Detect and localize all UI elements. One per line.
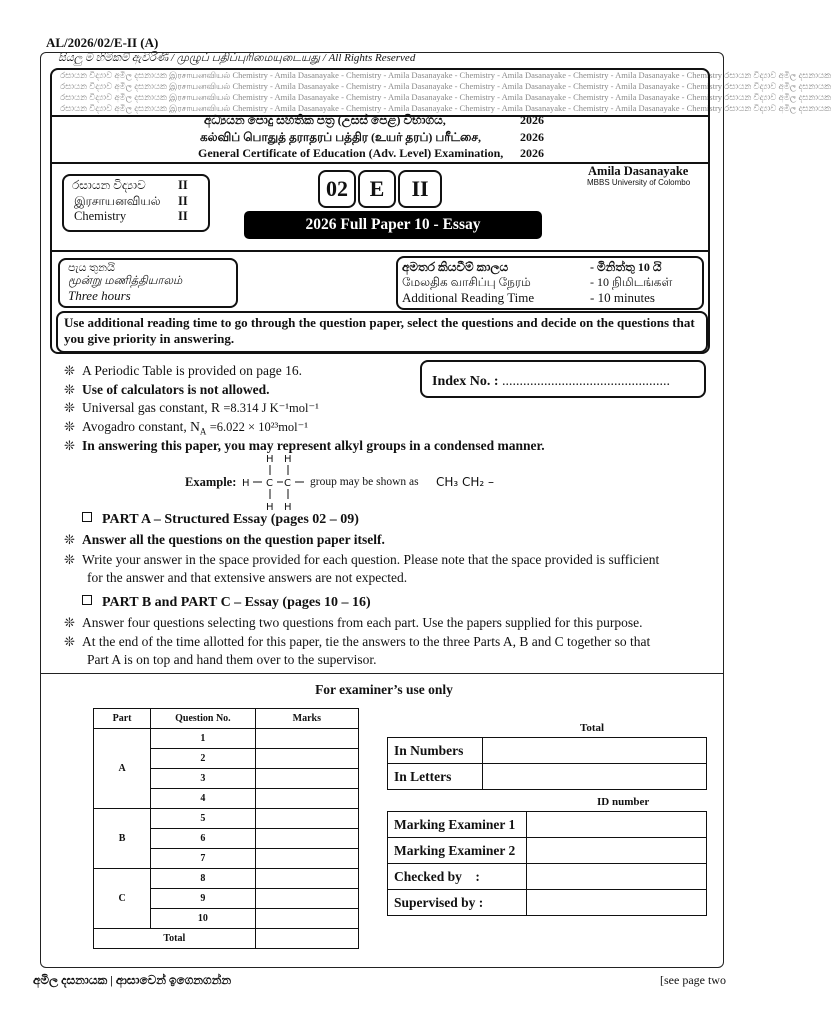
svg-text:C: C <box>266 478 273 489</box>
part-cell: A <box>94 729 151 809</box>
exam-title-english: General Certificate of Education (Adv. Level) Examination, <box>198 146 504 160</box>
question-cell: 1 <box>151 729 256 749</box>
total-row <box>94 929 359 949</box>
bullet-icon: ❊ <box>64 363 75 378</box>
exam-year-3: 2026 <box>520 146 544 160</box>
rights-prefix: සියලු ම හිමිකම් ඇවිරිණි / முழுப் பதிப்புரிமையுடையது / <box>58 52 326 64</box>
checkbox-icon <box>82 512 92 522</box>
table-row <box>388 812 707 838</box>
watermark-row: රසායන විද්‍යාව අමිල දසනායක இரசாயனவியல் Chemistry - Amila Dasanayake - Chemistry - Amila Dasanayake - Chemistry - Amila Dasanayake - Chemistry - Amila Dasanayake - Chemistry රසායන විද්‍යාව අමිල දසනායක <box>60 103 831 113</box>
part-bc-heading: PART B and PART C – Essay (pages 10 – 16) <box>82 595 371 611</box>
bullet-icon: ❊ <box>64 400 75 415</box>
in-numbers-label: In Numbers <box>388 738 483 764</box>
exam-year-1: 2026 <box>520 113 544 127</box>
instruction-gas-constant: ❊ Universal gas constant, R =8.314 J K⁻¹mol⁻¹ <box>64 400 319 415</box>
bullet-icon: ❊ <box>64 532 75 547</box>
footer-right: [see page two <box>660 973 726 987</box>
reading-label-tamil: மேலதிக வாசிப்பு நேரம் <box>402 275 531 289</box>
marks-table <box>93 708 359 949</box>
reading-note: Use additional reading time to go through the question paper, select the questions and decide on the questions that you give priority in answering. <box>56 311 708 353</box>
index-dots[interactable]: ................................................ <box>502 374 671 389</box>
table-row <box>94 729 359 749</box>
part-bc-line-2: ❊ At the end of the time allotted for this paper, tie the answers to the three Parts A, B and C together so that <box>64 634 651 649</box>
svg-text:C: C <box>284 478 291 489</box>
supervised-by-label: Supervised by : <box>388 890 527 916</box>
total-heading: Total <box>580 722 605 734</box>
part-cell: B <box>94 809 151 869</box>
reading-label-sinhala: අමතර කියවීම් කාලය <box>402 260 509 274</box>
index-number-box <box>420 360 706 398</box>
checked-by-field[interactable] <box>527 864 707 890</box>
footer-left: අමිල දසනායක | ආසාවෙන් ඉගෙනගන්න <box>33 973 232 987</box>
marking-examiner-2-field[interactable] <box>527 838 707 864</box>
rights-suffix: All Rights Reserved <box>328 52 416 64</box>
header-divider-3 <box>52 250 708 252</box>
duration-english: Three hours <box>68 288 131 303</box>
exam-title-tamil: கல்விப் பொதுத் தராதரப் பத்திர (உயர் தரப்) பரீட்சை, <box>200 130 482 144</box>
bullet-icon: ❊ <box>64 615 75 630</box>
marks-table-header <box>94 709 359 729</box>
example-formula: CH₃ CH₂ – <box>436 475 495 489</box>
subject-sinhala: රසායන විද්‍යාව <box>72 178 146 192</box>
exam-title-sinhala: අධ්‍යයන පොදු සහතික පත්‍ර (උසස් පෙළ) විභාගය, <box>204 113 446 127</box>
table-row <box>388 764 707 790</box>
marks-cell[interactable] <box>255 829 358 849</box>
part-a-line-1: ❊ Answer all the questions on the question paper itself. <box>64 532 385 547</box>
subject-paper-3: II <box>178 209 188 223</box>
code-box-3: II <box>398 170 442 208</box>
in-numbers-field[interactable] <box>483 738 707 764</box>
col-part: Part <box>94 709 151 729</box>
question-cell: 7 <box>151 849 256 869</box>
question-cell: 4 <box>151 789 256 809</box>
svg-text:H: H <box>284 502 292 513</box>
exam-year-2: 2026 <box>520 130 544 144</box>
index-label: Index No. : <box>432 374 499 389</box>
table-row <box>94 809 359 829</box>
marking-examiner-1-label: Marking Examiner 1 <box>388 812 527 838</box>
example-label: Example: <box>185 475 237 489</box>
part-a-heading: PART A – Structured Essay (pages 02 – 09) <box>82 512 359 528</box>
watermark-row: රසායන විද්‍යාව අමිල දසනායක இரசாயனவியல் Chemistry - Amila Dasanayake - Chemistry - Amila Dasanayake - Chemistry - Amila Dasanayake - Chemistry - Amila Dasanayake - Chemistry රසායන විද්‍යාව අමිල දසනායක <box>60 70 831 80</box>
reading-label-english: Additional Reading Time <box>402 290 535 305</box>
bullet-icon: ❊ <box>64 634 75 649</box>
question-cell: 9 <box>151 889 256 909</box>
marks-cell[interactable] <box>255 769 358 789</box>
code-box-2: E <box>358 170 396 208</box>
duration-tamil: மூன்று மணித்தியாலம் <box>68 275 183 287</box>
subject-tamil: இரசாயனவியல் <box>74 194 161 208</box>
instruction-avogadro: ❊ Avogadro constant, $N_A =6.022 \times 10^{23}mol^{-1}$ <box>64 419 308 437</box>
table-row <box>94 869 359 889</box>
table-row <box>388 738 707 764</box>
part-bc-line-1: ❊ Answer four questions selecting two questions from each part. Use the papers supplied for this purpose. <box>64 615 643 630</box>
subject-paper-1: II <box>178 178 188 192</box>
subject-paper-2: II <box>178 194 188 208</box>
marks-cell[interactable] <box>255 809 358 829</box>
question-cell: 10 <box>151 909 256 929</box>
part-cell: C <box>94 869 151 929</box>
supervised-by-field[interactable] <box>527 890 707 916</box>
reading-value-english: - 10 minutes <box>590 290 655 305</box>
svg-text:H: H <box>242 478 250 489</box>
examiner-divider <box>40 673 724 674</box>
bullet-icon: ❊ <box>64 419 75 434</box>
avogadro-value: =6.022 × 10²³mol⁻¹ <box>209 420 308 434</box>
gas-value: =8.314 J K⁻¹mol⁻¹ <box>223 401 319 415</box>
col-question: Question No. <box>151 709 256 729</box>
examiner-id-table <box>387 811 707 916</box>
paper-banner: 2026 Full Paper 10 - Essay <box>244 211 542 239</box>
id-number-heading: ID number <box>597 796 650 808</box>
svg-text:H: H <box>266 454 274 465</box>
table-row <box>388 864 707 890</box>
example-text: group may be shown as <box>310 476 419 488</box>
examiner-title: For examiner’s use only <box>315 682 453 697</box>
reading-value-sinhala: - මිනිත්තු 10 යි <box>590 260 662 274</box>
subject-english: Chemistry <box>74 209 127 223</box>
total-label: Total <box>94 929 256 949</box>
total-table <box>387 737 707 790</box>
author-affiliation: MBBS University of Colombo <box>587 178 691 187</box>
code-box-1: 02 <box>318 170 356 208</box>
part-a-line-2: ❊ Write your answer in the space provided for each question. Please note that the space provided is sufficient <box>64 552 660 567</box>
question-cell: 6 <box>151 829 256 849</box>
total-cell[interactable] <box>255 929 358 949</box>
svg-text:H: H <box>284 454 292 465</box>
marking-examiner-2-label: Marking Examiner 2 <box>388 838 527 864</box>
question-cell: 2 <box>151 749 256 769</box>
reading-value-tamil: - 10 நிமிடங்கள் <box>590 275 673 289</box>
part-a-line-3: for the answer and that extensive answers are not expected. <box>87 570 408 585</box>
author-name: Amila Dasanayake <box>588 164 689 178</box>
marks-cell[interactable] <box>255 749 358 769</box>
question-cell: 5 <box>151 809 256 829</box>
ethyl-structure-diagram <box>240 448 310 514</box>
part-bc-line-3: Part A is on top and hand them over to the supervisor. <box>87 652 377 667</box>
checked-by-label: Checked by : <box>388 864 527 890</box>
instruction-alkyl: ❊ In answering this paper, you may represent alkyl groups in a condensed manner. <box>64 438 545 453</box>
checkbox-icon <box>82 595 92 605</box>
marks-cell[interactable] <box>255 849 358 869</box>
duration-sinhala: පැය තුනයි <box>68 262 115 274</box>
in-letters-field[interactable] <box>483 764 707 790</box>
question-cell: 3 <box>151 769 256 789</box>
marks-cell[interactable] <box>255 789 358 809</box>
question-cell: 8 <box>151 869 256 889</box>
col-marks: Marks <box>255 709 358 729</box>
bullet-icon: ❊ <box>64 552 75 567</box>
watermark-row: රසායන විද්‍යාව අමිල දසනායක இரசாயனவியல் Chemistry - Amila Dasanayake - Chemistry - Amila Dasanayake - Chemistry - Amila Dasanayake - Chemistry - Amila Dasanayake - Chemistry රසායන විද්‍යාව අමිල දසනායක <box>60 92 831 102</box>
svg-text:H: H <box>266 502 274 513</box>
marks-cell[interactable] <box>255 889 358 909</box>
instruction-periodic: ❊ A Periodic Table is provided on page 16. <box>64 363 303 378</box>
marking-examiner-1-field[interactable] <box>527 812 707 838</box>
instruction-calculators: ❊ Use of calculators is not allowed. <box>64 382 270 397</box>
bullet-icon: ❊ <box>64 382 75 397</box>
marks-cell[interactable] <box>255 869 358 889</box>
marks-cell[interactable] <box>255 909 358 929</box>
table-row <box>388 838 707 864</box>
bullet-icon: ❊ <box>64 438 75 453</box>
paper-code: AL/2026/02/E-II (A) <box>46 35 159 50</box>
table-row <box>388 890 707 916</box>
marks-cell[interactable] <box>255 729 358 749</box>
in-letters-label: In Letters <box>388 764 483 790</box>
watermark-row: රසායන විද්‍යාව අමිල දසනායක இரசாயனவியல் Chemistry - Amila Dasanayake - Chemistry - Amila Dasanayake - Chemistry - Amila Dasanayake - Chemistry - Amila Dasanayake - Chemistry රසායන විද්‍යාව අමිල දසනායක <box>60 81 831 91</box>
